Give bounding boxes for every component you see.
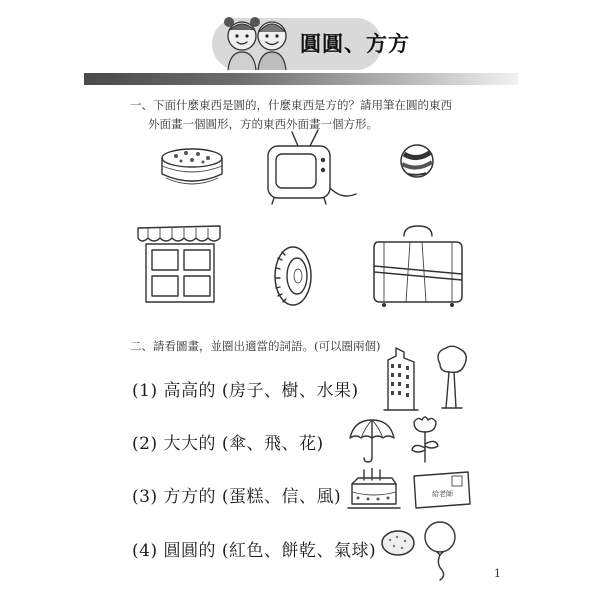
question-item-3: (3) 方方的 (蛋糕、信、風) [132, 487, 342, 507]
question-item-1: (1) 高高的 (房子、樹、水果) [132, 381, 359, 401]
umbrella-icon [346, 416, 396, 464]
section1-instruction-line2: 外面畫一個圓形，方的東西外面畫一個方形。 [148, 117, 378, 131]
cake-icon [156, 144, 228, 190]
ball-icon [398, 142, 436, 180]
balloon-icon [422, 520, 458, 582]
tire-icon [272, 244, 314, 308]
header-gradient-bar [84, 73, 518, 85]
section1-instruction-line1: 一、下面什麼東西是圓的，什麼東西是方的？請用筆在圓的東西 [130, 98, 452, 112]
question-item-2: (2) 大大的 (傘、飛、花) [132, 434, 324, 454]
children-mascot-icon [214, 12, 298, 72]
envelope-icon [412, 470, 472, 510]
birthday-cake-icon [346, 468, 402, 512]
question-item-4: (4) 圓圓的 (紅色、餅乾、氣球) [132, 541, 377, 561]
window-icon [134, 222, 226, 306]
suitcase-icon [370, 222, 466, 308]
cookie-icon [380, 528, 416, 558]
section2-instruction: 二、請看圖畫，並圈出適當的詞語。(可以圈兩個) [130, 339, 381, 353]
page-title: 圓圓、方方 [300, 32, 410, 56]
flower-icon [406, 414, 444, 466]
building-icon [380, 346, 422, 412]
page-number: 1 [494, 567, 501, 580]
envelope-stamp-text: 給老師 [432, 490, 453, 498]
television-icon [262, 128, 362, 208]
tree-icon [432, 344, 470, 412]
